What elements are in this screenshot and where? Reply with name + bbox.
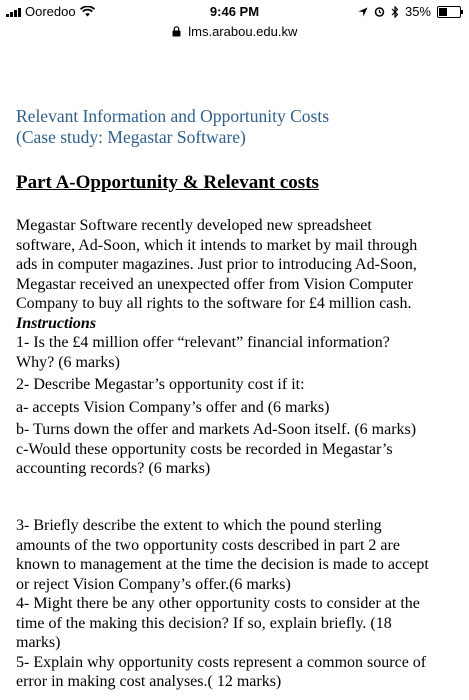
question-line: 3- Briefly describe the extent to which the pound sterling [16,517,382,534]
location-icon [358,7,368,17]
carrier-name: Ooredoo [25,4,76,19]
question-line: or reject Vision Company’s offer.(6 marks) [16,575,291,593]
battery-percent: 35% [404,4,431,19]
document-title [16,106,456,148]
question-line: c-Would these opportunity costs be recorded in Megastar’s [16,440,393,458]
question-line: a- accepts Vision Company’s offer and (6 marks) [16,398,330,416]
question-line: accounting records? (6 marks) [16,460,211,477]
question-line: b- Turns down the offer and markets Ad-Soon itself. (6 marks) [16,421,417,438]
text-line: software, Ad-Soon, which it intends to market by mail through [16,236,418,254]
part-heading: Part A-Opportunity & Relevant costs [16,172,319,193]
question-line: 4- Might there be any other opportunity costs to consider at the [16,595,420,612]
url-text: lms.arabou.edu.kw [188,24,298,39]
title-line: (Case study: Megastar Software) [16,127,246,147]
question-line: time of the making this decision? If so, explain briefly. (18 [16,614,392,632]
question-line: 5- Explain why opportunity costs represent a common source of [16,653,427,671]
text-line: Megastar Software recently developed new spreadsheet [16,217,372,234]
intro-paragraph [16,216,464,479]
status-time: 9:46 PM [209,4,260,19]
question-line: Why? (6 marks) [16,353,120,371]
text-line: Megastar received an unexpected offer from Vision Computer [16,275,413,293]
title-line: Relevant Information and Opportunity Costs [16,106,330,126]
question-line: known to management at the time the decision is made to accept [16,556,429,573]
question-line: error in making cost analyses.( 12 marks) [16,673,282,690]
question-line: amounts of the two opportunity costs described in part 2 are [16,536,400,554]
question-line: 2- Describe Megastar’s opportunity cost if it: [16,376,305,393]
status-right [358,4,461,19]
status-bar [0,0,469,24]
question-line: 1- Is the £4 million offer “relevant” financial information? [16,334,390,351]
text-line: Company to buy all rights to the software for £4 million cash. [16,295,412,312]
questions-paragraph [16,516,464,692]
bluetooth-icon [391,6,399,18]
question-line: marks) [16,634,61,651]
address-bar[interactable] [0,24,469,44]
instructions-label: Instructions [16,314,97,332]
battery-icon [437,6,461,18]
text-line: ads in computer magazines. Just prior to introducing Ad-Soon, [16,256,417,273]
alarm-icon [374,6,385,17]
lock-icon [172,26,181,37]
